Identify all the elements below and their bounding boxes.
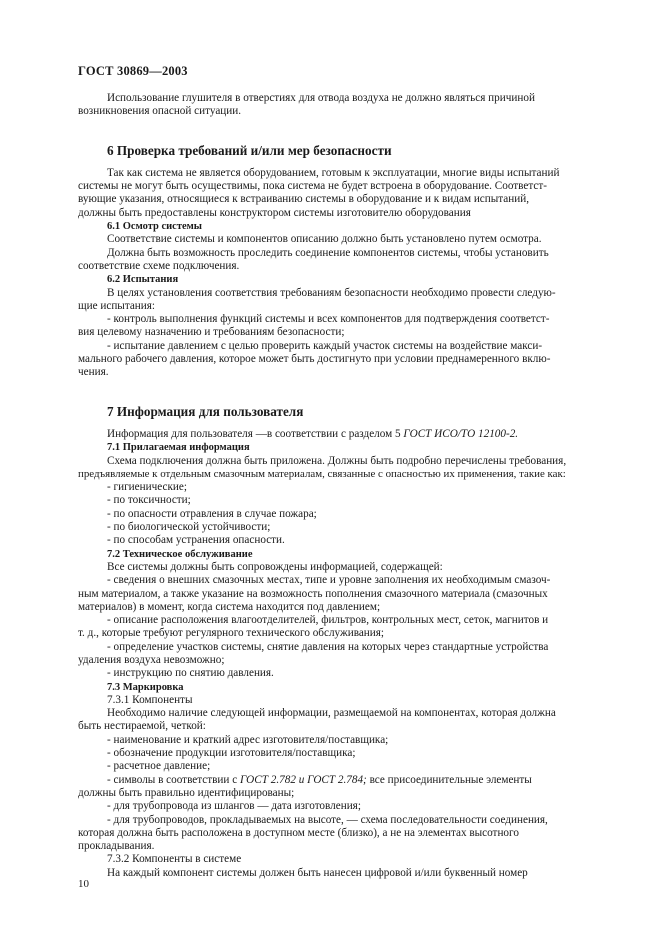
paragraph: Схема подключения должна быть приложена. Должны быть подробно перечислены требования, [107, 454, 567, 467]
subsection-7-3-2-heading: 7.3.2 Компоненты в системе [107, 853, 242, 866]
paragraph: Использование глушителя в отверстиях для отвода воздуха не должно являться причиной [107, 92, 535, 104]
list-item: - по биологической устойчивости; [107, 521, 271, 534]
standard-reference: ГОСТ ИСО/ТО 12100-2. [403, 427, 519, 440]
list-item: - для трубопроводов, прокладываемых на высоте, — схема последовательности соединения, [107, 813, 548, 826]
list-item: - описание расположения влагоотделителей, фильтров, контрольных мест, сеток, магнитов и [107, 614, 549, 627]
paragraph-cont: быть нестираемой, четкой: [78, 720, 206, 733]
subsection-6-1-heading: 6.1 Осмотр системы [107, 221, 202, 233]
subsection-7-3-1-heading: 7.3.1 Компоненты [107, 693, 193, 706]
paragraph: В целях установления соответствия требованиям безопасности необходимо провести следую- [107, 286, 556, 299]
list-item-cont: мального рабочего давления, которое может быть достигнуто при условии преднамеренного вклю- [78, 353, 551, 366]
list-item-cont: которая должна быть расположена в доступном месте (близко), а не на элементах высотного [78, 826, 519, 839]
list-item: - символы в соответствии с ГОСТ 2.782 и ГОСТ 2.784; все присоединительные элементы [107, 773, 532, 786]
standard-reference: ГОСТ 2.784; [307, 773, 367, 786]
paragraph-cont: вующие указания, относящиеся к встраиванию системы в оборудование и к видам испытаний, [78, 193, 530, 206]
list-item: - по опасности отравления в случае пожара; [107, 507, 317, 520]
list-item-cont: материалов) в момент, когда система находится под давлением; [78, 600, 381, 613]
list-item: - контроль выполнения функций системы и всех компонентов для подтверждения соответст- [107, 313, 550, 326]
list-item: - по способам устранения опасности. [107, 534, 285, 547]
list-item: - по токсичности; [107, 494, 191, 507]
list-item-cont: чения. [78, 366, 109, 379]
list-item-cont: удаления воздуха невозможно; [78, 653, 225, 666]
paragraph-cont: предъявляемые к отдельным смазочным материалам, связанные с опасностью их применения, такие как: [78, 467, 566, 480]
paragraph: Необходимо наличие следующей информации, размещаемой на компонентах, которая должна [107, 707, 556, 720]
subsection-7-3-heading: 7.3 Маркировка [107, 681, 184, 693]
list-item-cont: должны быть правильно идентифицированы; [78, 786, 295, 799]
page-number: 10 [78, 878, 89, 890]
paragraph-cont: возникновения опасной ситуации. [78, 105, 242, 118]
subsection-7-2-heading: 7.2 Техническое обслуживание [107, 548, 253, 560]
list-item: - сведения о внешних смазочных местах, типе и уровне заполнения их необходимым смазоч- [107, 574, 551, 587]
paragraph: Должна быть возможность проследить соединение компонентов системы, чтобы установить [107, 246, 549, 259]
list-item: - наименование и краткий адрес изготовителя/поставщика; [107, 733, 389, 746]
document-header: ГОСТ 30869—2003 [78, 64, 188, 78]
paragraph: На каждый компонент системы должен быть нанесен цифровой и/или буквенный номер [107, 866, 528, 879]
list-item: - определение участков системы, снятие давления на которых через стандартные устройства [107, 640, 549, 653]
section-6-heading: 6 Проверка требований и/или мер безопасности [107, 142, 392, 158]
list-item: - расчетное давление; [107, 760, 211, 773]
section-7-heading: 7 Информация для пользователя [107, 403, 304, 419]
paragraph: Соответствие системы и компонентов описанию должно быть установлено путем осмотра. [107, 233, 542, 246]
paragraph-cont: щие испытания: [78, 299, 156, 312]
document-body [78, 92, 615, 880]
paragraph: Так как система не является оборудованием, готовым к эксплуатации, многие виды испытаний [107, 166, 560, 179]
list-item-cont: ным материалом, а также указание на возможность пополнения смазочного материала (смазочных [78, 587, 548, 600]
list-item-cont: вия целевому назначению и требованиям безопасности; [78, 326, 345, 339]
list-item: - инструкцию по снятию давления. [107, 667, 274, 680]
list-item: - обозначение продукции изготовителя/поставщика; [107, 747, 356, 760]
list-item-cont: прокладывания. [78, 840, 155, 853]
paragraph-cont: должны быть предоставлены конструктором системы изготовителю оборудования [78, 206, 471, 219]
list-item: - для трубопровода из шлангов — дата изготовления; [107, 800, 361, 813]
paragraph: Информация для пользователя —в соответствии с разделом 5 ГОСТ ИСО/ТО 12100-2. [107, 427, 519, 440]
paragraph: Все системы должны быть сопровождены информацией, содержащей: [107, 560, 443, 573]
list-item-cont: т. д., которые требуют регулярного технического обслуживания; [78, 627, 385, 640]
subsection-7-1-heading: 7.1 Прилагаемая информация [107, 442, 250, 454]
standard-reference: ГОСТ 2.782 [239, 773, 296, 786]
list-item: - испытание давлением с целью проверить каждый участок системы на воздействие макси- [107, 339, 543, 352]
subsection-6-2-heading: 6.2 Испытания [107, 274, 179, 286]
list-item: - гигиенические; [107, 481, 187, 494]
paragraph-cont: соответствие схеме подключения. [78, 259, 240, 272]
paragraph-cont: системы не могут быть осуществимы, пока система не будет встроена в оборудование. Соответст- [78, 180, 547, 193]
